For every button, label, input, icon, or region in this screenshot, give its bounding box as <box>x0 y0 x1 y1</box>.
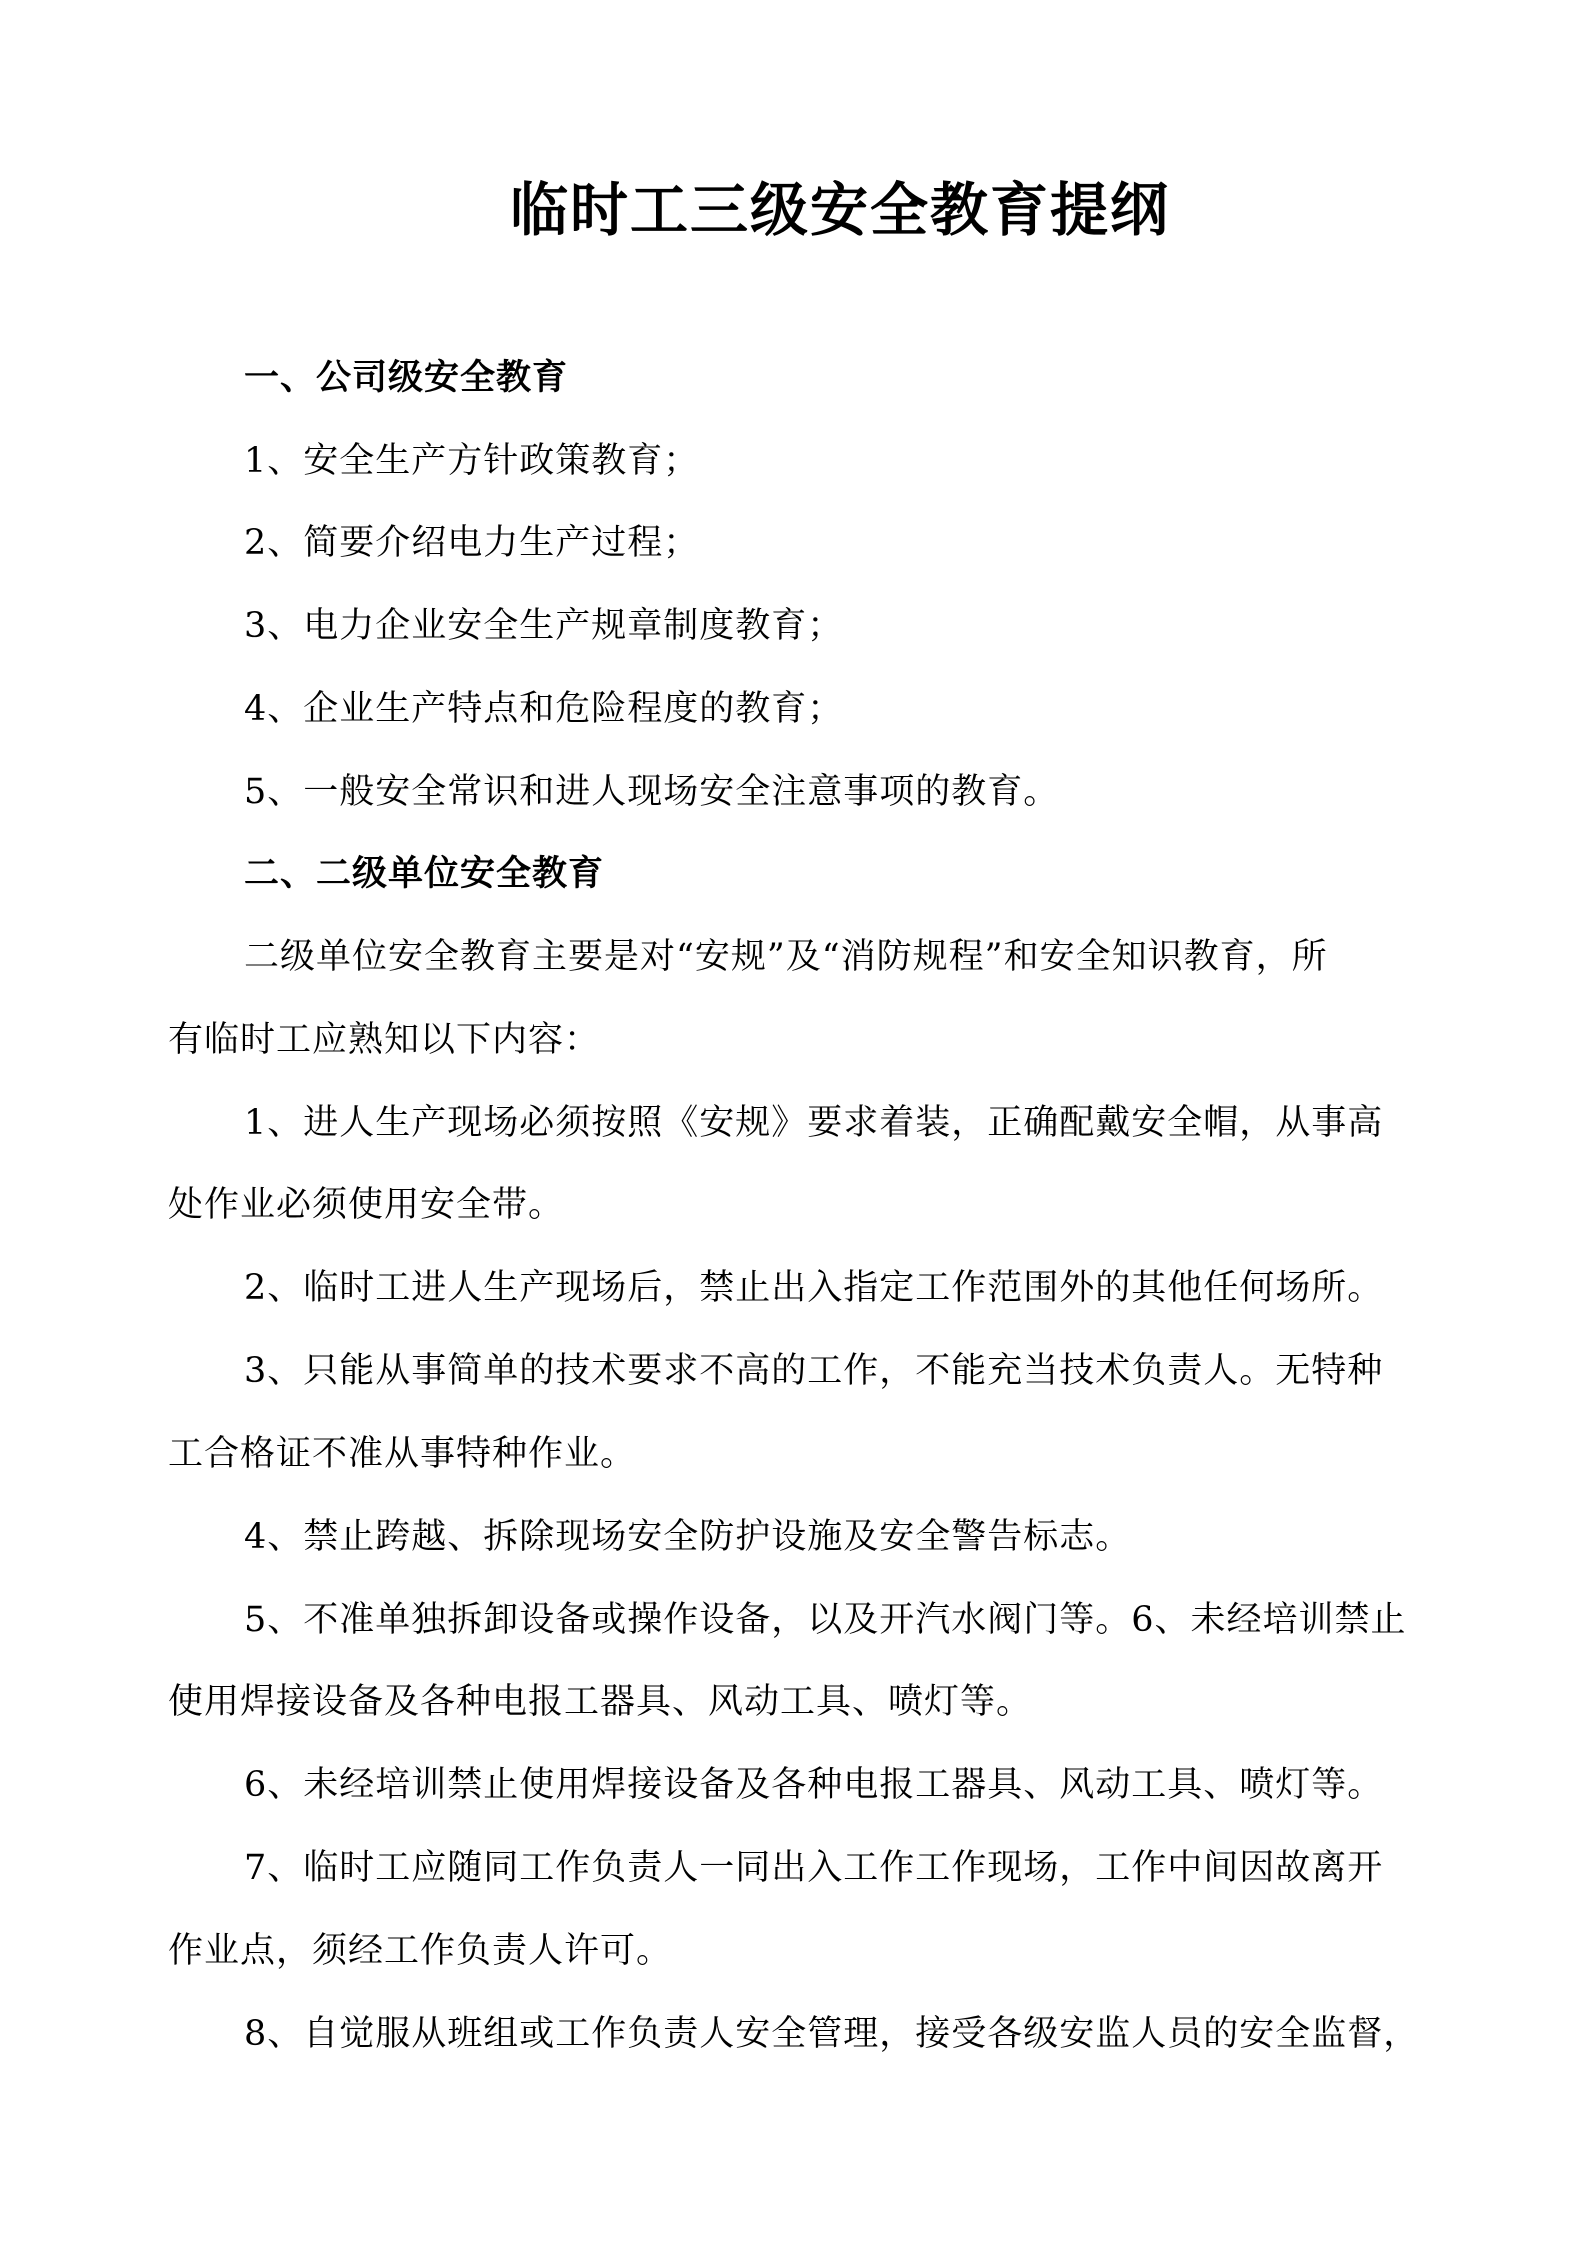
paragraph-line: 1、安全生产方针政策教育； <box>244 441 700 481</box>
paragraph-line: 作业点，须经工作负责人许可。 <box>168 1931 673 1971</box>
paragraph-line: 8、自觉服从班组或工作负责人安全管理，接受各级安监人员的安全监督， <box>244 2014 1420 2054</box>
paragraph-line: 3、只能从事简单的技术要求不高的工作，不能充当技术负责人。无特种 <box>244 1351 1384 1391</box>
paragraph-line: 3、电力企业安全生产规章制度教育； <box>244 606 844 646</box>
paragraph-line: 2、临时工进人生产现场后，禁止出入指定工作范围外的其他任何场所。 <box>244 1268 1384 1308</box>
paragraph-line: 5、一般安全常识和进人现场安全注意事项的教育。 <box>244 772 1060 812</box>
paragraph-line: 工合格证不准从事特种作业。 <box>168 1434 637 1474</box>
document-title: 临时工三级安全教育提纲 <box>509 176 1170 244</box>
paragraph-line: 2、简要介绍电力生产过程； <box>244 523 700 563</box>
paragraph-line: 二级单位安全教育主要是对“安规”及“消防规程”和安全知识教育，所 <box>244 937 1328 977</box>
paragraph-line: 使用焊接设备及各种电报工器具、风动工具、喷灯等。 <box>168 1682 1033 1722</box>
section-heading-second-level: 二、二级单位安全教育 <box>244 854 605 894</box>
paragraph-line: 4、企业生产特点和危险程度的教育； <box>244 689 844 729</box>
paragraph-line: 5、不准单独拆卸设备或操作设备，以及开汽水阀门等。6、未经培训禁止 <box>244 1600 1407 1640</box>
paragraph-line: 6、未经培训禁止使用焊接设备及各种电报工器具、风动工具、喷灯等。 <box>244 1765 1384 1805</box>
paragraph-line: 1、进人生产现场必须按照《安规》要求着装，正确配戴安全帽，从事高 <box>244 1103 1384 1143</box>
section-heading-company: 一、公司级安全教育 <box>244 358 569 398</box>
paragraph-line: 7、临时工应随同工作负责人一同出入工作工作现场，工作中间因故离开 <box>244 1848 1384 1888</box>
paragraph-line: 有临时工应熟知以下内容： <box>168 1020 601 1060</box>
paragraph-line: 4、禁止跨越、拆除现场安全防护设施及安全警告标志。 <box>244 1517 1132 1557</box>
paragraph-line: 处作业必须使用安全带。 <box>168 1185 565 1225</box>
